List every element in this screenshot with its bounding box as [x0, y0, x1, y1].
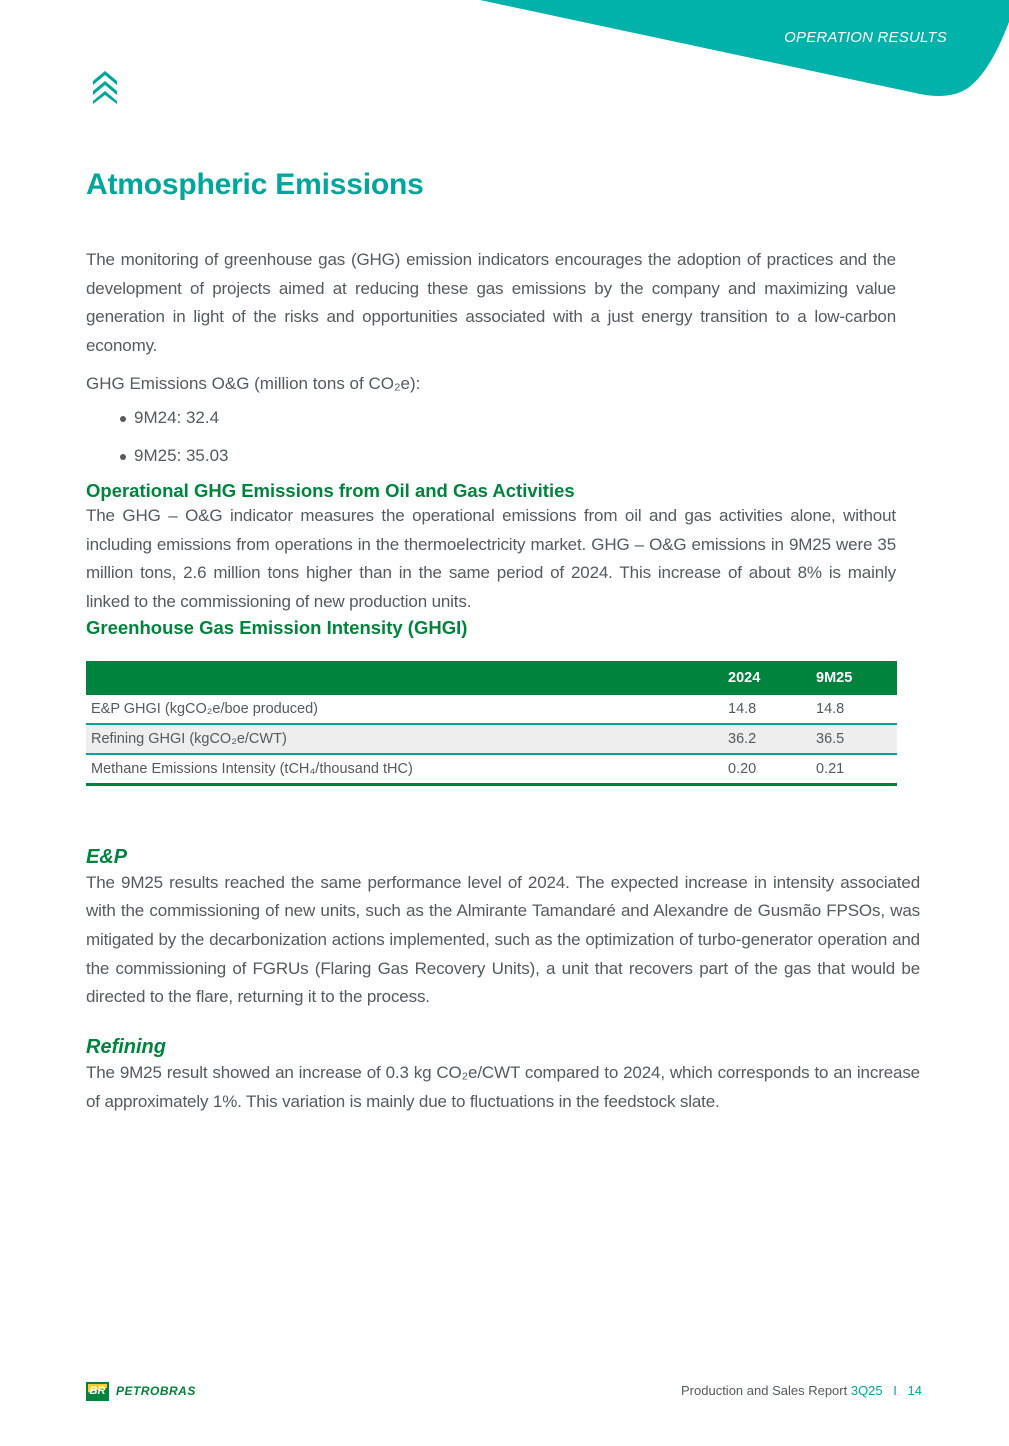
emissions-list-intro: GHG Emissions O&G (million tons of CO₂e):	[86, 373, 421, 393]
page-footer	[681, 1383, 922, 1398]
table-cell-9m25: 14.8	[816, 695, 897, 724]
ep-heading: E&P	[86, 845, 128, 868]
section-label: OPERATION RESULTS	[784, 29, 947, 46]
table-cell-9m25: 36.5	[816, 724, 897, 754]
footer-separator: I	[893, 1383, 897, 1398]
operational-paragraph: The GHG – O&G indicator measures the operational emissions from oil and gas activities alone, without including emissions from operations in the thermoelectricity market. GHG – O&G emissions in 9M25 were 35 million tons, 2.6 million tons higher than in the same period of 2024. This increase of about 8% is mainly linked to the commissioning of new production units.	[86, 505, 896, 611]
chevron-up-icon	[90, 68, 120, 104]
operational-heading: Operational GHG Emissions from Oil and Gas Activities	[86, 479, 575, 501]
table-header-row	[86, 661, 897, 695]
list-item: 9M24: 32.4	[134, 404, 896, 432]
report-name: Production and Sales Report	[681, 1383, 848, 1398]
header-banner	[0, 0, 1009, 100]
page-title: Atmospheric Emissions	[86, 168, 424, 201]
table-header-label	[86, 661, 728, 695]
table-cell-2024: 36.2	[728, 724, 816, 754]
ghgi-heading: Greenhouse Gas Emission Intensity (GHGI)	[86, 616, 468, 638]
petrobras-logo	[86, 1381, 196, 1401]
refining-paragraph: The 9M25 result showed an increase of 0.3 kg CO₂e/CWT compared to 2024, which corresponds to an increase of approximately 1%. This variation is mainly due to fluctuations in the feedstock slate.	[86, 1063, 920, 1111]
table-header-9m25: 9M25	[816, 669, 853, 686]
table-cell-label: Refining GHGI (kgCO₂e/CWT)	[86, 724, 728, 754]
br-logo-text: BR	[89, 1384, 106, 1397]
table-header-2024: 2024	[728, 669, 761, 686]
refining-heading: Refining	[86, 1036, 166, 1059]
table-row	[86, 754, 897, 785]
table-cell-9m25: 0.21	[816, 754, 897, 785]
intro-paragraph: The monitoring of greenhouse gas (GHG) emission indicators encourages the adoption of practices and the development of projects aimed at reducing these gas emissions by the company and maximizing value generation in light of the risks and opportunities associated with a just energy transition to a low-carbon economy.	[86, 250, 896, 356]
table-row	[86, 724, 897, 754]
brand-name: PETROBRAS	[116, 1384, 196, 1398]
list-item: 9M25: 35.03	[134, 442, 896, 470]
ep-paragraph: The 9M25 results reached the same performance level of 2024. The expected increase in intensity associated with the commissioning of new units, such as the Almirante Tamandaré and Alexandre de Gusmão FPSOs, was mitigated by the decarbonization actions implemented, such as the optimization of turbo-generator operation and the commissioning of FGRUs (Flaring Gas Recovery Units), a unit that recovers part of the gas that would be directed to the flare, returning it to the process.	[86, 872, 920, 1007]
ghgi-table	[86, 661, 897, 786]
table-cell-label: Methane Emissions Intensity (tCH₄/thousand tHC)	[86, 754, 728, 785]
report-period: 3Q25	[850, 1383, 883, 1398]
emissions-list	[86, 404, 896, 470]
page-number: 14	[907, 1383, 922, 1398]
table-cell-label: E&P GHGI (kgCO₂e/boe produced)	[86, 695, 728, 724]
table-row	[86, 695, 897, 724]
table-cell-2024: 0.20	[728, 754, 816, 785]
table-cell-2024: 14.8	[728, 695, 816, 724]
main-content	[86, 246, 920, 1117]
br-logo-icon	[86, 1382, 109, 1401]
